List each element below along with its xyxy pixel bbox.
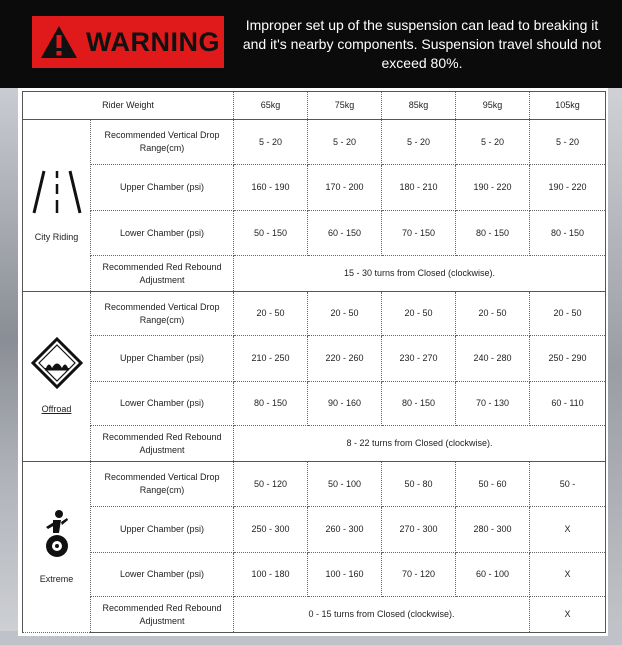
table-cell: 190 - 220 (456, 165, 530, 211)
table-cell: 100 - 160 (308, 553, 382, 597)
table-cell: 80 - 150 (234, 382, 308, 426)
table-cell: 60 - 100 (456, 553, 530, 597)
unicycle-rider-icon (37, 509, 77, 559)
rebound-value: 15 - 30 turns from Closed (clockwise). (234, 256, 606, 292)
table-cell: 250 - 300 (234, 507, 308, 553)
table-cell: 80 - 150 (530, 211, 606, 256)
table-cell: 5 - 20 (234, 120, 308, 165)
table-cell: 250 - 290 (530, 336, 606, 382)
row-label: Upper Chamber (psi) (91, 336, 234, 382)
table-row (23, 211, 606, 256)
row-label: Lower Chamber (psi) (91, 382, 234, 426)
suspension-table-panel (18, 88, 608, 636)
row-label: Recommended Red Rebound Adjustment (91, 256, 234, 292)
row-label: Upper Chamber (psi) (91, 507, 234, 553)
table-cell: 50 - 100 (308, 462, 382, 507)
table-row (23, 336, 606, 382)
table-cell: 230 - 270 (382, 336, 456, 382)
table-cell: 220 - 260 (308, 336, 382, 382)
table-cell: 210 - 250 (234, 336, 308, 382)
table-cell: 20 - 50 (234, 292, 308, 336)
table-cell: X (530, 553, 606, 597)
table-cell: 180 - 210 (382, 165, 456, 211)
row-label: Lower Chamber (psi) (91, 553, 234, 597)
table-cell: X (530, 597, 606, 633)
category-label: Extreme (39, 573, 74, 584)
background-left (0, 88, 18, 645)
bumpy-road-sign-icon (31, 337, 83, 389)
warning-badge (32, 16, 224, 68)
rebound-value: 8 - 22 turns from Closed (clockwise). (234, 426, 606, 462)
row-label: Recommended Vertical Drop Range(cm) (91, 120, 234, 165)
table-cell: 70 - 130 (456, 382, 530, 426)
table-cell: 5 - 20 (456, 120, 530, 165)
table-row (23, 256, 606, 292)
table-row (23, 507, 606, 553)
category-cell (23, 292, 91, 462)
table-cell: 280 - 300 (456, 507, 530, 553)
weight-header: 75kg (308, 92, 382, 120)
category-cell (23, 120, 91, 292)
table-cell: 20 - 50 (456, 292, 530, 336)
category-label: Offroad (41, 404, 72, 414)
table-row (23, 292, 606, 336)
table-row (23, 462, 606, 507)
row-label: Recommended Red Rebound Adjustment (91, 426, 234, 462)
warning-triangle-icon (40, 25, 78, 59)
background-right (608, 88, 622, 645)
table-cell: 240 - 280 (456, 336, 530, 382)
table-cell: 5 - 20 (308, 120, 382, 165)
table-cell: 80 - 150 (456, 211, 530, 256)
row-label: Recommended Vertical Drop Range(cm) (91, 292, 234, 336)
table-cell: 50 - (530, 462, 606, 507)
table-cell: 20 - 50 (308, 292, 382, 336)
table-cell: 190 - 220 (530, 165, 606, 211)
table-cell: 160 - 190 (234, 165, 308, 211)
table-row (23, 553, 606, 597)
table-cell: 50 - 80 (382, 462, 456, 507)
table-cell: 20 - 50 (382, 292, 456, 336)
table-cell: X (530, 507, 606, 553)
table-cell: 260 - 300 (308, 507, 382, 553)
table-cell: 170 - 200 (308, 165, 382, 211)
table-row (23, 597, 606, 633)
table-cell: 90 - 160 (308, 382, 382, 426)
weight-header: 105kg (530, 92, 606, 120)
table-cell: 270 - 300 (382, 507, 456, 553)
suspension-settings-table (22, 91, 606, 633)
table-row (23, 382, 606, 426)
table-cell: 50 - 120 (234, 462, 308, 507)
table-cell: 50 - 150 (234, 211, 308, 256)
table-cell: 100 - 180 (234, 553, 308, 597)
weight-header: 85kg (382, 92, 456, 120)
table-row (23, 165, 606, 211)
table-cell: 80 - 150 (382, 382, 456, 426)
table-row (23, 426, 606, 462)
warning-message: Improper set up of the suspension can lead to breaking it and it's nearby components. Suspension travel should not exceed 80%. (242, 17, 602, 71)
table-cell: 5 - 20 (530, 120, 606, 165)
table-cell: 70 - 150 (382, 211, 456, 256)
table-row (23, 120, 606, 165)
table-cell: 70 - 120 (382, 553, 456, 597)
table-cell: 5 - 20 (382, 120, 456, 165)
category-label: City Riding (34, 232, 79, 242)
row-label: Recommended Red Rebound Adjustment (91, 597, 234, 633)
table-cell: 60 - 150 (308, 211, 382, 256)
row-label: Lower Chamber (psi) (91, 211, 234, 256)
table-cell: 50 - 60 (456, 462, 530, 507)
weight-header: 95kg (456, 92, 530, 120)
table-cell: 60 - 110 (530, 382, 606, 426)
row-label: Upper Chamber (psi) (91, 165, 234, 211)
rebound-value: 0 - 15 turns from Closed (clockwise). (234, 597, 530, 633)
rider-weight-header: Rider Weight (23, 92, 234, 120)
header-row (23, 92, 606, 120)
warning-banner (0, 0, 622, 88)
road-lanes-icon (32, 167, 82, 217)
warning-label: WARNING (86, 26, 220, 57)
row-label: Recommended Vertical Drop Range(cm) (91, 462, 234, 507)
weight-header: 65kg (234, 92, 308, 120)
table-cell: 20 - 50 (530, 292, 606, 336)
category-cell (23, 462, 91, 633)
